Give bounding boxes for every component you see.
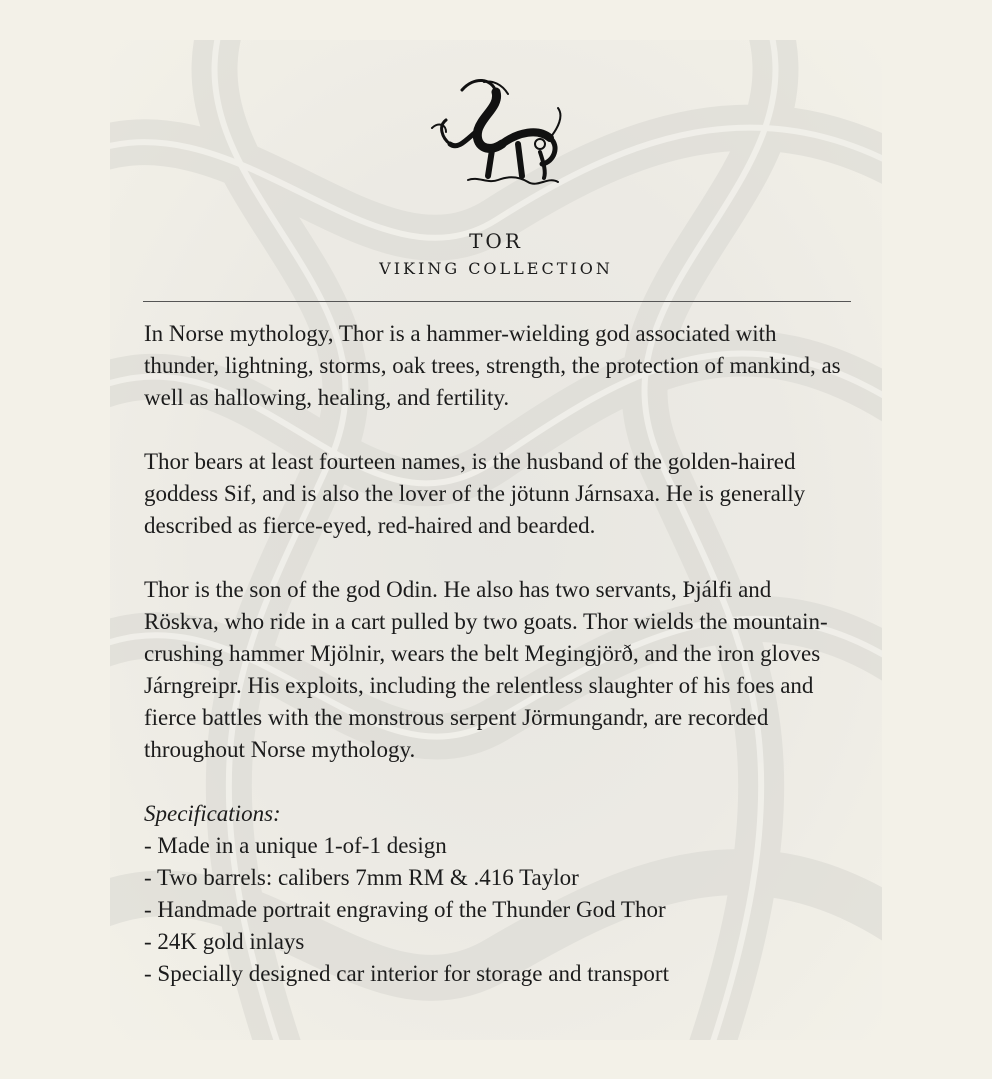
specifications-list — [144, 830, 844, 990]
spec-item: - Specially designed car interior for storage and transport — [144, 961, 669, 986]
spec-item: - Made in a unique 1-of-1 design — [144, 833, 447, 858]
description-body — [144, 318, 844, 990]
description-paragraph: Thor is the son of the god Odin. He also has two servants, Þjálfi and Röskva, who ride in a cart pulled by two goats. Thor wields the mountain-crushing hammer Mjölnir, wears the belt Megingjörð, and the iron gloves Járngreipr. His exploits, including the relentless slaughter of his foes and fierce battles with the monstrous serpent Jörmungandr, are recorded throughout Norse mythology. — [144, 577, 828, 762]
spec-item: - Two barrels: calibers 7mm RM & .416 Taylor — [144, 865, 579, 890]
description-paragraph: Thor bears at least fourteen names, is the husband of the golden-haired goddess Sif, and is also the lover of the jötunn Járnsaxa. He is generally described as fierce-eyed, red-haired and bearded. — [144, 449, 806, 538]
header-divider — [143, 301, 851, 302]
description-paragraph: In Norse mythology, Thor is a hammer-wielding god associated with thunder, lightning, storms, oak trees, strength, the protection of mankind, as well as hallowing, healing, and fertility. — [144, 321, 841, 410]
spec-item: - 24K gold inlays — [144, 929, 305, 954]
product-title: TOR — [469, 229, 523, 253]
collection-subtitle: VIKING COLLECTION — [379, 259, 613, 278]
specifications-heading: Specifications: — [144, 801, 281, 826]
spec-item: - Handmade portrait engraving of the Thunder God Thor — [144, 897, 666, 922]
norse-beast-emblem-icon — [422, 72, 572, 192]
